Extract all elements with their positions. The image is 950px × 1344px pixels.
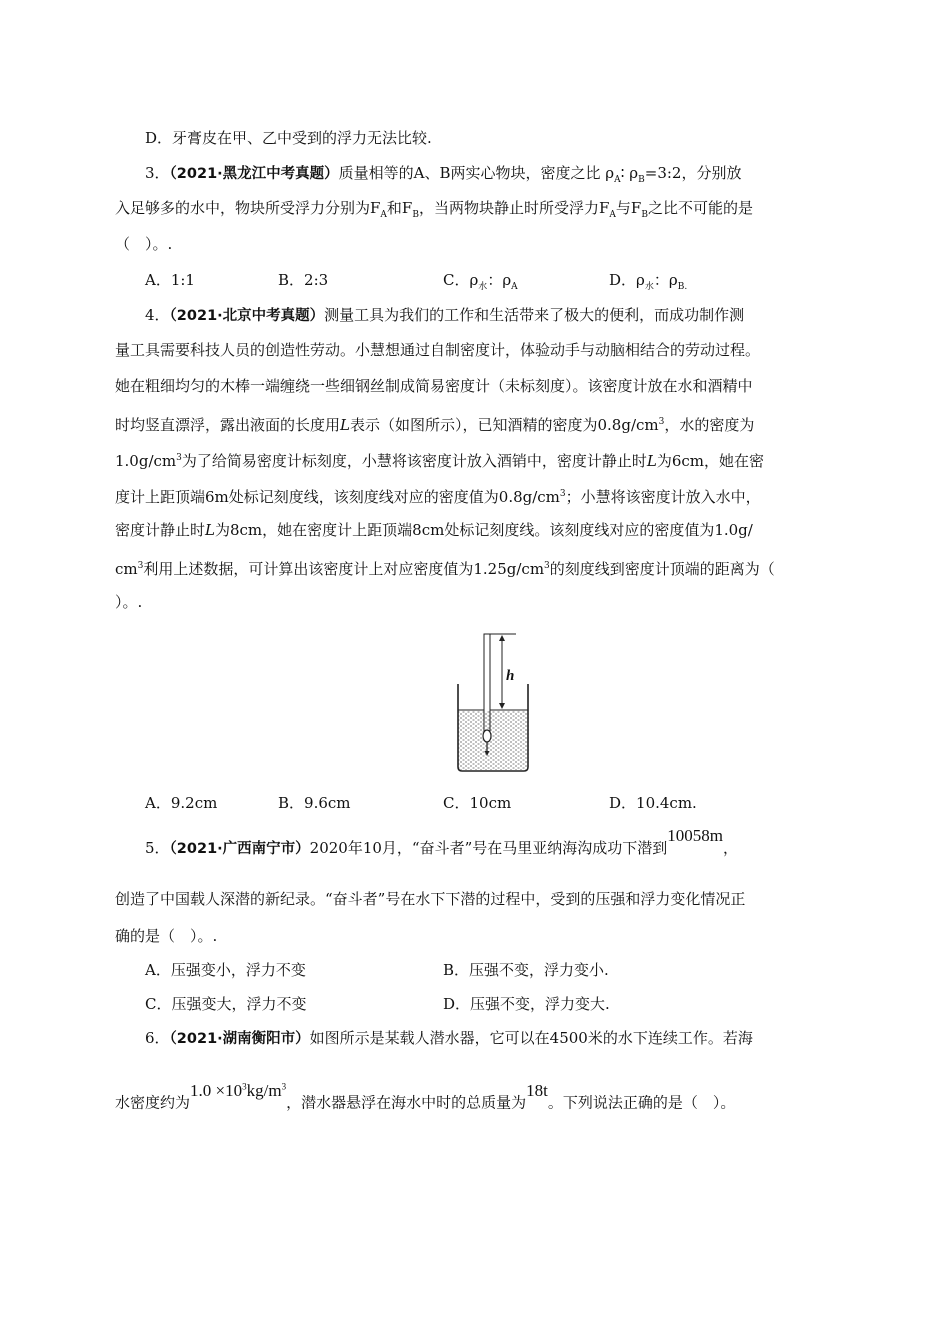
q4-text: 表示（如图所示），已知酒精的密度为0.8g/cm (349, 416, 659, 434)
q4-text: cm (115, 560, 138, 578)
density-unit: kg/m (246, 1080, 282, 1100)
q5-option-c: C．压强变大，浮力不变 (145, 995, 307, 1013)
q5-line-1 (145, 826, 739, 859)
liquid (458, 710, 528, 770)
subscript: 水 (478, 282, 488, 292)
q3-line-1 (145, 163, 741, 190)
q6-density-value (190, 1081, 286, 1100)
q4-text: 度计上距顶端6m处标记刻度线，该刻度线对应的密度值为0.8g/cm (115, 488, 560, 506)
option-text: C．ρ (443, 271, 479, 289)
superscript: 3 (242, 1081, 247, 1091)
q4-line-8 (115, 556, 775, 579)
q4-option-a: A．9.2cm (145, 794, 218, 812)
q4-option-b: B．9.6cm (278, 794, 351, 812)
subscript: 水 (644, 282, 654, 292)
q3-text: 入足够多的水中，物块所受浮力分别为F (115, 199, 381, 217)
superscript: 3 (544, 561, 550, 571)
option-text: ：ρ (487, 271, 512, 289)
subscript: B (641, 210, 648, 220)
q3-text: 质量相等的A、B两实心物块，密度之比 ρ (338, 164, 615, 182)
q5-option-b: B．压强不变，浮力变小. (443, 961, 609, 979)
q3-text: 与F (615, 199, 642, 217)
q5-number: 5． (145, 839, 170, 857)
q6-text: 。下列说法正确的是（ ）。 (547, 1093, 736, 1112)
q4-line-5 (115, 448, 764, 471)
variable-L: L (646, 452, 657, 470)
q4-text: 为6cm，她在密 (656, 452, 765, 470)
q3-source: （2021·黑龙江中考真题） (169, 166, 339, 182)
arrow-up-icon (499, 635, 505, 641)
q4-line-9: ）。. (115, 593, 143, 611)
q6-line-2 (115, 1080, 736, 1113)
q5-option-a: A．压强变小，浮力不变 (145, 961, 306, 979)
superscript: 3 (559, 489, 566, 499)
q3-text: 之比不可能的是 (647, 199, 753, 217)
q4-text: ，水的密度为 (664, 416, 755, 434)
q5-line-3: 确的是（ ）。. (115, 927, 218, 945)
q4-text: 测量工具为我们的工作和生活带来了极大的便利，而成功制作测 (324, 306, 745, 324)
q5-text: 2020年10月，“奋斗者”号在马里亚纳海沟成功下潜到 (309, 839, 668, 857)
label-h: h (506, 668, 515, 684)
q4-text: 密度计静止时 (115, 521, 206, 539)
superscript: 3 (658, 417, 665, 427)
hydrometer-figure (450, 632, 540, 777)
q6-number: 6． (145, 1029, 170, 1047)
hydrometer-diagram (450, 632, 540, 777)
q4-line-2: 量工具需要科技人员的创造性劳动。小慧想通过自制密度计，体验动手与动脑相结合的劳动过程。 (115, 341, 761, 359)
subscript: B. (677, 282, 688, 292)
q4-line-3: 她在粗细均匀的木棒一端缠绕一些细钢丝制成简易密度计（未标刻度）。该密度计放在水和酒精中 (115, 377, 753, 395)
q3-option-b: B．2:3 (278, 271, 329, 289)
q4-text: 为8cm，她在密度计上距顶端8cm处标记刻度线。该刻度线对应的密度值为1.0g/ (214, 521, 753, 539)
q3-option-d (609, 270, 687, 297)
q3-text: ∶ ρ (620, 164, 639, 182)
q4-text: 1.0g/cm (115, 452, 177, 470)
q6-source: （2021·湖南衡阳市） (169, 1031, 310, 1047)
subscript: A (380, 210, 387, 220)
variable-L: L (205, 521, 215, 539)
superscript: 3 (281, 1081, 287, 1091)
q5-option-d: D．压强不变，浮力变大. (443, 995, 610, 1013)
q6-text: 水密度约为 (115, 1093, 191, 1112)
q6-text: 如图所示是某载人潜水器，它可以在4500米的水下连续工作。若海 (309, 1029, 753, 1047)
q3-text: 和F (386, 199, 413, 217)
wire-coil (483, 730, 491, 742)
q4-text: 时均竖直漂浮，露出液面的长度用 (115, 416, 341, 434)
option-text: D．ρ (609, 271, 645, 289)
q4-text: 利用上述数据，可计算出该密度计上对应密度值为1.25g/cm (143, 560, 545, 578)
q3-line-3: （ ）。. (115, 235, 173, 253)
q3-line-2 (115, 198, 753, 225)
q6-line-1 (145, 1028, 753, 1049)
variable-L: L (340, 416, 350, 434)
q3-text: =3:2，分别放 (644, 164, 742, 182)
q4-option-c: C．10cm (443, 794, 512, 812)
q5-line-2: 创造了中国载人深潜的新纪录。“奋斗者”号在水下下潜的过程中，受到的压强和浮力变化情况正 (115, 890, 746, 908)
q3-number: 3． (145, 164, 170, 182)
option-text: ：ρ (653, 271, 678, 289)
q4-line-4 (115, 412, 754, 435)
superscript: 3 (137, 561, 144, 571)
q3-option-c (443, 270, 518, 297)
q2-option-d: D．牙膏皮在甲、乙中受到的浮力无法比较. (145, 129, 432, 147)
q4-option-d: D．10.4cm. (609, 794, 697, 812)
arrow-down-icon (499, 703, 505, 709)
q6-text: ，潜水器悬浮在海水中时的总质量为 (286, 1093, 527, 1112)
q4-source: （2021·北京中考真题） (169, 308, 325, 324)
q5-text: ， (723, 839, 739, 857)
q4-line-1 (145, 305, 744, 326)
subscript: B (638, 175, 645, 185)
q4-line-6 (115, 484, 761, 507)
q5-depth-value: 10058m (667, 826, 724, 845)
density-number: 1.0 ×10 (190, 1080, 243, 1100)
q4-number: 4． (145, 306, 170, 324)
subscript: A (614, 175, 621, 185)
subscript: B (412, 210, 419, 220)
q4-line-7 (115, 520, 753, 540)
q4-text: 的刻度线到密度计顶端的距离为（ (549, 560, 775, 578)
superscript: 3 (176, 453, 182, 463)
q6-mass-value: 18t (526, 1080, 548, 1100)
q3-option-a: A．1:1 (145, 271, 195, 289)
q5-source: （2021·广西南宁市） (169, 841, 310, 857)
subscript: A (609, 210, 616, 220)
q4-text: 为了给简易密度计标刻度，小慧将该密度计放入酒销中，密度计静止时 (181, 452, 647, 470)
q3-text: ，当两物块静止时所受浮力F (418, 199, 610, 217)
subscript: A (511, 282, 518, 292)
q4-text: ；小慧将该密度计放入水中， (565, 488, 761, 506)
